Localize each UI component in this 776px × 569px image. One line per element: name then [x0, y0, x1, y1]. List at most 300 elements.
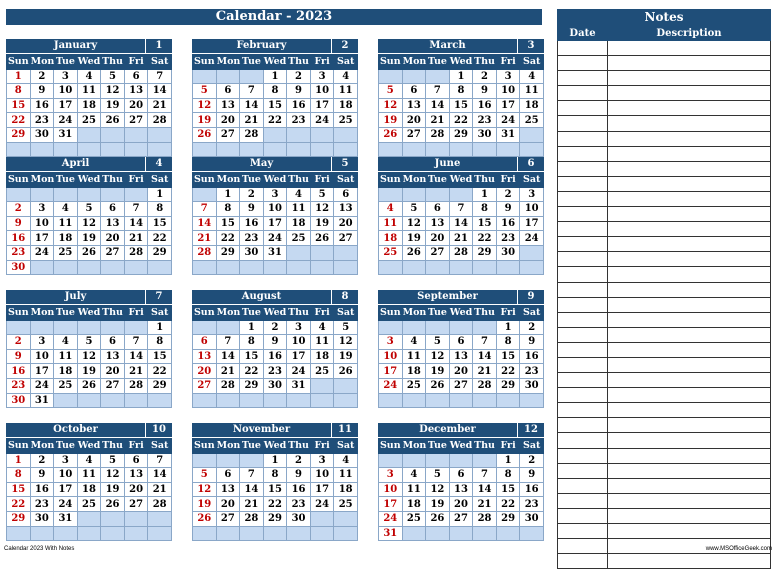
empty-cell — [473, 260, 497, 275]
notes-description-cell[interactable] — [608, 176, 771, 191]
notes-date-cell[interactable] — [558, 448, 608, 463]
weekday-label: Wed — [263, 307, 287, 319]
day-cell: 20 — [124, 482, 148, 497]
month-grid — [378, 172, 544, 275]
notes-date-cell[interactable] — [558, 373, 608, 388]
notes-description-cell[interactable] — [608, 388, 771, 403]
notes-description-cell[interactable] — [608, 56, 771, 71]
week-row — [7, 453, 172, 468]
day-cell: 10 — [30, 349, 54, 364]
notes-description-cell[interactable] — [608, 101, 771, 116]
day-cell: 16 — [240, 216, 264, 231]
month-grid — [6, 54, 172, 157]
notes-description-cell[interactable] — [608, 433, 771, 448]
month-header — [378, 157, 544, 171]
notes-description-cell[interactable] — [608, 463, 771, 478]
notes-row — [558, 312, 771, 327]
day-cell: 10 — [310, 468, 334, 483]
notes-date-cell[interactable] — [558, 71, 608, 86]
day-cell: 22 — [148, 231, 172, 246]
month-april — [6, 157, 172, 275]
notes-date-cell[interactable] — [558, 282, 608, 297]
notes-description-cell[interactable] — [608, 207, 771, 222]
notes-date-cell[interactable] — [558, 101, 608, 116]
day-cell: 18 — [54, 231, 78, 246]
week-row — [7, 497, 172, 512]
day-cell: 5 — [379, 84, 403, 99]
notes-row — [558, 116, 771, 131]
notes-description-cell[interactable] — [608, 342, 771, 357]
notes-date-cell[interactable] — [558, 327, 608, 342]
day-cell: 23 — [287, 113, 311, 128]
day-cell: 24 — [54, 113, 78, 128]
weekday-row — [379, 55, 544, 70]
weekday-label: Thu — [474, 56, 495, 68]
day-cell: 23 — [287, 497, 311, 512]
month-october — [6, 423, 172, 541]
day-cell: 28 — [148, 497, 172, 512]
empty-cell — [263, 393, 287, 408]
weekday-label: Sat — [148, 55, 172, 70]
notes-description-cell[interactable] — [608, 312, 771, 327]
month-number: 2 — [332, 39, 358, 53]
month-name: June — [378, 157, 517, 171]
month-header — [6, 157, 172, 171]
weekday-label: Wed — [449, 174, 473, 186]
empty-cell — [148, 393, 172, 408]
day-cell: 15 — [449, 98, 473, 113]
week-row — [193, 364, 358, 379]
day-cell: 5 — [426, 468, 450, 483]
day-cell: 20 — [449, 364, 473, 379]
notes-date-cell[interactable] — [558, 56, 608, 71]
day-cell: 24 — [379, 511, 403, 526]
day-cell: 11 — [402, 349, 426, 364]
day-cell: 7 — [240, 84, 264, 99]
month-number: 5 — [332, 157, 358, 171]
notes-description-cell[interactable] — [608, 554, 771, 569]
day-cell: 21 — [449, 231, 473, 246]
empty-cell — [334, 393, 358, 408]
day-cell: 7 — [124, 335, 148, 350]
month-grid — [192, 172, 358, 275]
notes-description-cell[interactable] — [608, 237, 771, 252]
notes-panel — [557, 9, 771, 569]
notes-description-cell[interactable] — [608, 191, 771, 206]
notes-row — [558, 71, 771, 86]
day-cell: 8 — [263, 468, 287, 483]
day-cell: 19 — [426, 497, 450, 512]
day-cell: 14 — [449, 216, 473, 231]
weekday-row — [193, 173, 358, 188]
month-header — [378, 39, 544, 53]
day-cell: 26 — [426, 378, 450, 393]
notes-description-cell[interactable] — [608, 524, 771, 539]
footer-right: www.MSOfficeGeek.com — [705, 546, 772, 552]
notes-date-cell[interactable] — [558, 524, 608, 539]
empty-cell — [54, 142, 78, 157]
weekday-label: Sat — [520, 55, 544, 70]
weekday-label: Wed — [77, 174, 101, 186]
notes-description-cell[interactable] — [608, 357, 771, 372]
day-cell: 27 — [334, 231, 358, 246]
day-cell: 7 — [216, 335, 240, 350]
weekday-label: Tue — [240, 306, 264, 321]
notes-date-cell[interactable] — [558, 403, 608, 418]
day-cell: 12 — [101, 84, 125, 99]
day-cell: 13 — [124, 468, 148, 483]
day-cell: 12 — [193, 482, 217, 497]
notes-description-cell[interactable] — [608, 418, 771, 433]
day-cell: 21 — [240, 497, 264, 512]
notes-description-cell[interactable] — [608, 131, 771, 146]
notes-date-cell[interactable] — [558, 41, 608, 56]
weekday-label: Sat — [520, 439, 544, 454]
day-cell: 26 — [379, 127, 403, 142]
empty-cell — [124, 320, 148, 335]
notes-row — [558, 403, 771, 418]
day-cell: 15 — [473, 216, 497, 231]
day-cell: 2 — [287, 453, 311, 468]
day-cell: 1 — [7, 69, 31, 84]
notes-date-cell[interactable] — [558, 463, 608, 478]
day-cell: 29 — [263, 511, 287, 526]
notes-date-cell[interactable] — [558, 554, 608, 569]
day-cell: 27 — [216, 511, 240, 526]
month-may — [192, 157, 358, 275]
week-row — [379, 216, 544, 231]
day-cell: 12 — [426, 349, 450, 364]
month-grid — [6, 438, 172, 541]
day-cell: 29 — [496, 511, 520, 526]
weekday-row — [7, 173, 172, 188]
notes-description-cell[interactable] — [608, 508, 771, 523]
day-cell: 10 — [379, 349, 403, 364]
empty-cell — [426, 142, 450, 157]
month-name: May — [192, 157, 331, 171]
day-cell: 3 — [287, 320, 311, 335]
day-cell: 6 — [124, 453, 148, 468]
week-row — [7, 378, 172, 393]
notes-date-cell[interactable] — [558, 418, 608, 433]
notes-date-cell[interactable] — [558, 493, 608, 508]
notes-row — [558, 357, 771, 372]
day-cell: 4 — [54, 335, 78, 350]
day-cell: 28 — [216, 378, 240, 393]
empty-cell — [473, 320, 497, 335]
day-cell: 4 — [520, 69, 544, 84]
notes-date-cell[interactable] — [558, 508, 608, 523]
empty-cell — [473, 393, 497, 408]
day-cell: 26 — [77, 378, 101, 393]
weekday-label: Wed — [77, 56, 101, 68]
day-cell: 27 — [124, 113, 148, 128]
notes-description-cell[interactable] — [608, 327, 771, 342]
notes-description-cell[interactable] — [608, 448, 771, 463]
notes-row — [558, 342, 771, 357]
notes-row — [558, 508, 771, 523]
day-cell: 28 — [148, 113, 172, 128]
notes-date-cell[interactable] — [558, 388, 608, 403]
notes-description-cell[interactable] — [608, 146, 771, 161]
day-cell: 21 — [124, 231, 148, 246]
day-cell: 28 — [240, 127, 264, 142]
day-cell: 18 — [334, 482, 358, 497]
empty-cell — [449, 320, 473, 335]
week-row — [193, 453, 358, 468]
weekday-label: Sat — [148, 306, 172, 321]
notes-date-cell[interactable] — [558, 342, 608, 357]
day-cell: 8 — [148, 335, 172, 350]
week-row — [379, 187, 544, 202]
weekday-label: Fri — [124, 55, 148, 70]
day-cell: 9 — [30, 84, 54, 99]
notes-date-cell[interactable] — [558, 116, 608, 131]
empty-cell — [54, 393, 78, 408]
empty-cell — [496, 142, 520, 157]
empty-cell — [77, 320, 101, 335]
weekday-label: Tue — [54, 439, 78, 454]
day-cell: 21 — [216, 364, 240, 379]
day-cell: 24 — [30, 245, 54, 260]
day-cell: 3 — [310, 453, 334, 468]
empty-cell — [379, 393, 403, 408]
notes-header-row — [558, 26, 771, 41]
day-cell: 11 — [77, 468, 101, 483]
weekday-label: Thu — [102, 307, 123, 319]
empty-cell — [402, 142, 426, 157]
notes-date-cell[interactable] — [558, 146, 608, 161]
month-january — [6, 39, 172, 157]
notes-description-header: Description — [608, 26, 771, 41]
day-cell: 1 — [263, 453, 287, 468]
weekday-label: Thu — [474, 307, 495, 319]
week-row — [7, 142, 172, 157]
day-cell: 3 — [520, 187, 544, 202]
notes-date-cell[interactable] — [558, 267, 608, 282]
day-cell: 18 — [402, 497, 426, 512]
notes-date-cell[interactable] — [558, 222, 608, 237]
week-row — [7, 127, 172, 142]
day-cell: 25 — [77, 113, 101, 128]
empty-cell — [101, 320, 125, 335]
empty-cell — [54, 260, 78, 275]
day-cell: 22 — [7, 497, 31, 512]
day-cell: 13 — [101, 216, 125, 231]
empty-cell — [402, 453, 426, 468]
day-cell: 28 — [193, 245, 217, 260]
month-number: 6 — [518, 157, 544, 171]
empty-cell — [148, 142, 172, 157]
day-cell: 7 — [124, 202, 148, 217]
notes-date-cell[interactable] — [558, 297, 608, 312]
notes-description-cell[interactable] — [608, 403, 771, 418]
month-number: 8 — [332, 290, 358, 304]
empty-cell — [77, 393, 101, 408]
month-june — [378, 157, 544, 275]
weekday-label: Tue — [240, 173, 264, 188]
day-cell: 21 — [240, 113, 264, 128]
day-cell: 6 — [101, 335, 125, 350]
week-row — [193, 69, 358, 84]
empty-cell — [101, 187, 125, 202]
day-cell: 18 — [379, 231, 403, 246]
week-row — [193, 393, 358, 408]
notes-date-cell[interactable] — [558, 478, 608, 493]
empty-cell — [426, 260, 450, 275]
notes-date-cell[interactable] — [558, 86, 608, 101]
day-cell: 25 — [520, 113, 544, 128]
notes-row — [558, 433, 771, 448]
day-cell: 3 — [496, 69, 520, 84]
notes-description-cell[interactable] — [608, 116, 771, 131]
empty-cell — [30, 187, 54, 202]
week-row — [7, 98, 172, 113]
day-cell: 2 — [473, 69, 497, 84]
notes-date-cell[interactable] — [558, 176, 608, 191]
day-cell: 14 — [240, 482, 264, 497]
day-cell: 27 — [193, 378, 217, 393]
empty-cell — [240, 526, 264, 541]
notes-description-cell[interactable] — [608, 71, 771, 86]
day-cell: 4 — [77, 69, 101, 84]
week-row — [193, 202, 358, 217]
day-cell: 13 — [216, 482, 240, 497]
week-row — [193, 511, 358, 526]
day-cell: 13 — [426, 216, 450, 231]
empty-cell — [77, 127, 101, 142]
notes-description-cell[interactable] — [608, 267, 771, 282]
day-cell: 30 — [287, 511, 311, 526]
day-cell: 19 — [77, 364, 101, 379]
day-cell: 31 — [54, 127, 78, 142]
notes-date-cell[interactable] — [558, 433, 608, 448]
month-name: September — [378, 290, 517, 304]
week-row — [379, 69, 544, 84]
week-row — [379, 511, 544, 526]
notes-description-cell[interactable] — [608, 493, 771, 508]
notes-description-cell[interactable] — [608, 252, 771, 267]
notes-date-cell[interactable] — [558, 312, 608, 327]
week-row — [379, 320, 544, 335]
day-cell: 2 — [263, 320, 287, 335]
empty-cell — [30, 260, 54, 275]
empty-cell — [54, 320, 78, 335]
empty-cell — [101, 260, 125, 275]
day-cell: 1 — [148, 187, 172, 202]
day-cell: 12 — [426, 482, 450, 497]
empty-cell — [124, 511, 148, 526]
day-cell: 3 — [379, 335, 403, 350]
day-cell: 18 — [310, 349, 334, 364]
day-cell: 14 — [473, 349, 497, 364]
day-cell: 18 — [402, 364, 426, 379]
day-cell: 27 — [449, 511, 473, 526]
day-cell: 2 — [520, 320, 544, 335]
day-cell: 3 — [379, 468, 403, 483]
empty-cell — [449, 142, 473, 157]
notes-date-cell[interactable] — [558, 357, 608, 372]
notes-description-cell[interactable] — [608, 373, 771, 388]
day-cell: 10 — [30, 216, 54, 231]
notes-description-cell[interactable] — [608, 161, 771, 176]
empty-cell — [334, 260, 358, 275]
empty-cell — [402, 260, 426, 275]
week-row — [193, 142, 358, 157]
day-cell: 19 — [310, 216, 334, 231]
day-cell: 27 — [216, 127, 240, 142]
weekday-label: Tue — [54, 173, 78, 188]
day-cell: 14 — [148, 468, 172, 483]
weekday-label: Fri — [310, 173, 334, 188]
empty-cell — [216, 260, 240, 275]
notes-description-cell[interactable] — [608, 478, 771, 493]
notes-date-cell[interactable] — [558, 252, 608, 267]
weekday-label: Wed — [77, 440, 101, 452]
notes-date-cell[interactable] — [558, 161, 608, 176]
weekday-label: Mon — [216, 56, 241, 68]
month-number: 1 — [146, 39, 172, 53]
day-cell: 30 — [240, 245, 264, 260]
week-row — [193, 526, 358, 541]
day-cell: 31 — [263, 245, 287, 260]
day-cell: 30 — [30, 511, 54, 526]
notes-date-cell[interactable] — [558, 539, 608, 554]
notes-description-cell[interactable] — [608, 282, 771, 297]
day-cell: 6 — [334, 187, 358, 202]
day-cell: 8 — [263, 84, 287, 99]
empty-cell — [426, 453, 450, 468]
day-cell: 5 — [77, 335, 101, 350]
notes-title: Notes — [557, 9, 771, 25]
notes-description-cell[interactable] — [608, 222, 771, 237]
weekday-label: Sat — [334, 306, 358, 321]
month-header — [6, 290, 172, 304]
notes-date-cell[interactable] — [558, 191, 608, 206]
day-cell: 10 — [54, 84, 78, 99]
empty-cell — [520, 245, 544, 260]
day-cell: 28 — [124, 245, 148, 260]
weekday-label: Sun — [7, 56, 29, 68]
month-grid — [192, 54, 358, 157]
day-cell: 2 — [240, 187, 264, 202]
day-cell: 7 — [148, 69, 172, 84]
weekday-row — [379, 306, 544, 321]
day-cell: 29 — [148, 378, 172, 393]
notes-description-cell[interactable] — [608, 297, 771, 312]
weekday-label: Sun — [7, 440, 29, 452]
notes-description-cell[interactable] — [608, 86, 771, 101]
empty-cell — [496, 526, 520, 541]
day-cell: 13 — [124, 84, 148, 99]
day-cell: 13 — [216, 98, 240, 113]
notes-description-cell[interactable] — [608, 41, 771, 56]
notes-date-cell[interactable] — [558, 131, 608, 146]
week-row — [379, 393, 544, 408]
week-row — [7, 349, 172, 364]
day-cell: 23 — [30, 113, 54, 128]
month-grid — [378, 438, 544, 541]
day-cell: 19 — [379, 113, 403, 128]
day-cell: 26 — [77, 245, 101, 260]
day-cell: 27 — [101, 245, 125, 260]
notes-date-cell[interactable] — [558, 207, 608, 222]
day-cell: 6 — [449, 335, 473, 350]
week-row — [193, 113, 358, 128]
empty-cell — [240, 453, 264, 468]
notes-date-cell[interactable] — [558, 237, 608, 252]
empty-cell — [310, 511, 334, 526]
